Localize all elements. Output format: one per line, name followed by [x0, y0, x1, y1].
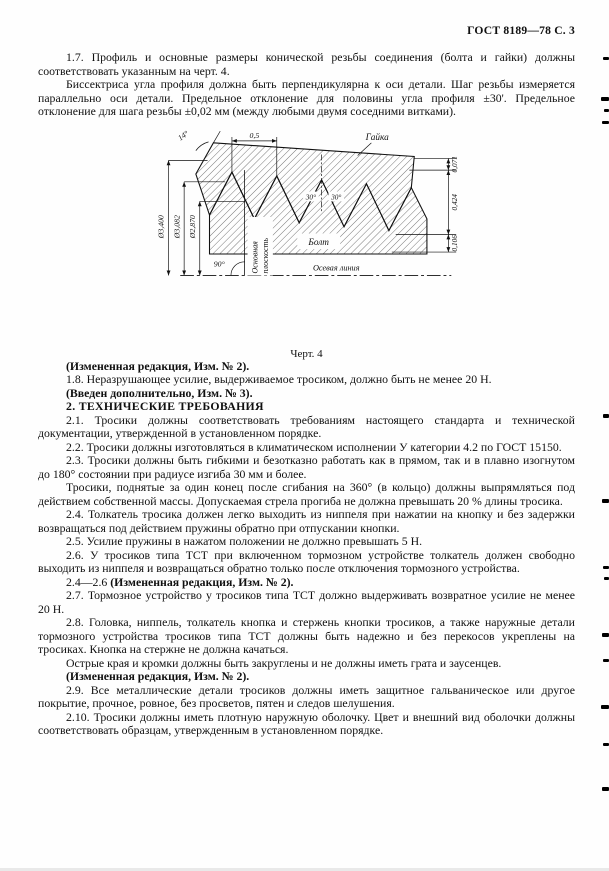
scan-artifact [601, 97, 609, 101]
amendment-after-figure: (Измененная редакция, Изм. № 2). [66, 358, 250, 373]
taper-ext-line [213, 131, 220, 143]
paragraph-1-8: 1.8. Неразрушающее усилие, выдерживаемое тросиком, должно быть не менее 20 Н. [66, 372, 492, 386]
dim-half-angle-right: 30° [330, 191, 341, 201]
basic-plane-label-1: Основная [249, 240, 259, 273]
paragraph-2-3-cont: Тросики, поднятые за один конец после сгибания на 360° (в кольцо) должны выпрямляться под действием собственной массы. Допускаемая стрела прогиба не должна превышать 20 % длины тросика. [38, 480, 575, 508]
paragraph-2-9: 2.9. Все металлические детали тросиков должны иметь защитное гальваническое или другое покрытие, прочное, ровное, без просветов, пятен и следов шелушения. [38, 682, 575, 710]
amendment-range: 2.4—2.6 [66, 574, 108, 589]
scan-artifact [603, 659, 609, 662]
paragraph-1-7: 1.7. Профиль и основные размеры конической резьбы соединения (болта и гайки) должны соответствовать указанным на черт. 4. [38, 50, 575, 78]
paragraph-2-7: 2.7. Тормозное устройство у тросиков типа ТСТ должно выдерживать возвратное усилие не менее 20 Н. [38, 588, 575, 616]
basic-plane-label-2: плоскость [260, 237, 270, 273]
taper-arc [195, 141, 208, 150]
dim-crest-height: 0,071 [449, 155, 459, 172]
thread-drawing [151, 129, 463, 339]
scan-artifact [602, 121, 609, 124]
paragraph-2-6: 2.6. У тросиков типа ТСТ при включенном тормозном устройстве толкатель должен свободно выходить из ниппеля и возвращаться обратно только после отключения тормозного устройства. [38, 547, 575, 575]
scan-artifact [604, 109, 609, 112]
paragraph-2-2: 2.2. Тросики должны изготовляться в климатическом исполнении У категории 4.2 по ГОСТ 15150. [66, 439, 562, 454]
paragraph-2-5: 2.5. Усилие пружины в нажатом положении не должно превышать 5 Н. [66, 534, 423, 548]
paragraph-2-4-2-6-amendment [38, 576, 575, 590]
paragraph-2-8-cont: Острые края и кромки должны быть закруглены и не должны иметь грата и заусенцев. [66, 655, 502, 670]
scan-artifact [602, 787, 609, 791]
dim-root-height: 0,106 [449, 234, 459, 251]
paragraph-2-10: 2.10. Тросики должны иметь плотную наружную оболочку. Цвет и внешний вид оболочки должны соответствовать образцам, утвержденным в установленном порядке. [38, 709, 575, 737]
dim-thread-height: 0,424 [449, 193, 459, 211]
figure-thread-profile [38, 129, 575, 360]
paragraph-2-1: 2.1. Тросики должны соответствовать требованиям настоящего стандарта и технической документации, утвержденной в установленном порядке. [38, 412, 575, 440]
scan-artifact [603, 57, 609, 60]
paragraph-2-8-amendment: (Измененная редакция, Изм. № 2). [66, 669, 250, 683]
paragraph-2-8: 2.8. Головка, ниппель, толкатель кнопка и стержень кнопки тросиков, а также наружные детали тормозного устройства тросиков типа ТСТ должны быть надежно и без перекосов укреплены на тросиках. Кнопка на стержне не должна качаться. [38, 615, 575, 656]
scan-artifact [604, 577, 609, 580]
right-angle-arc [230, 261, 244, 275]
amendment-text: (Измененная редакция, Изм. № 2). [110, 574, 294, 589]
dim-taper-angle: 14° [175, 128, 190, 143]
label-bolt: Болт [307, 237, 329, 248]
label-nut: Гайка [365, 132, 389, 143]
scan-artifact [603, 743, 609, 746]
page-header [38, 24, 575, 37]
paragraph-bisector: Биссектриса угла профиля должна быть перпендикулярна к оси детали. Шаг резьбы измеряется параллельно оси детали. Предельное отклонение для половины угла профиля ±30'. Предельное отклонение для шага резьбы ±0,02 мм (между любыми двумя соседними витками). [38, 77, 575, 118]
paragraph-1-8-note: (Введен дополнительно, Изм. № 3). [66, 385, 253, 400]
dim-dia-major: Ø3,400 [156, 214, 166, 238]
dim-pitch: 0,5 [248, 130, 259, 140]
paragraph-2-4: 2.4. Толкатель тросика должен легко выходить из ниппеля при нажатии на кнопку и без задержки возвращаться под действием пружины обратно при отпускании кнопки. [38, 507, 575, 535]
dim-half-angle-left: 30° [305, 191, 316, 201]
figure-caption: Черт. 4 [290, 347, 323, 360]
scan-artifact [603, 566, 609, 569]
scan-artifact [601, 705, 609, 709]
doc-reference: ГОСТ 8189—78 С. 3 [467, 24, 575, 37]
dim-right-angle: 90° [213, 259, 225, 269]
dim-dia-minor: Ø2,870 [187, 214, 197, 238]
axis-label: Осевая линия [312, 263, 360, 273]
dim-dia-pitch: Ø3,082 [171, 214, 181, 238]
scan-artifact [602, 499, 609, 503]
section-2-title: 2. ТЕХНИЧЕСКИЕ ТРЕБОВАНИЯ [66, 399, 264, 413]
paragraph-2-3: 2.3. Тросики должны быть гибкими и безотказно работать как в прямом, так и в плавно изогнутом до 180° состоянии при радиусе изгиба 30 мм и более. [38, 453, 575, 481]
scan-artifact [603, 414, 609, 418]
scan-artifact [602, 633, 609, 637]
